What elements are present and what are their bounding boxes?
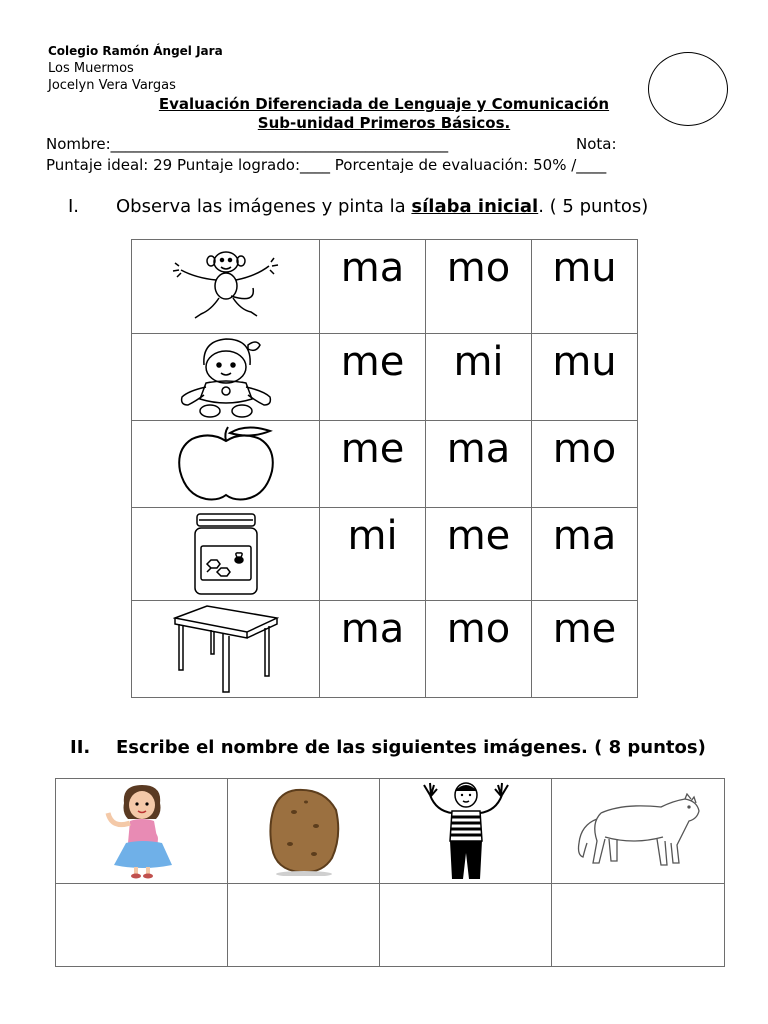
image-cell (552, 779, 725, 884)
table-row (132, 601, 638, 698)
puma-icon (573, 793, 703, 869)
syllable-cell[interactable]: mo (426, 601, 532, 698)
page-subtitle: Sub-unidad Primeros Básicos. (257, 114, 511, 132)
syllable-cell[interactable]: me (320, 421, 426, 508)
syllable-cell[interactable]: ma (531, 508, 637, 601)
syllable-cell[interactable]: me (531, 601, 637, 698)
syllable-cell[interactable]: ma (426, 421, 532, 508)
answer-cell[interactable] (380, 884, 552, 967)
syllable-cell[interactable]: mi (320, 508, 426, 601)
syllable-cell[interactable]: mo (531, 421, 637, 508)
section-1-points: . ( 5 puntos) (538, 196, 649, 217)
table-row (132, 240, 638, 334)
mime-icon (420, 781, 512, 881)
table-row (56, 884, 725, 967)
image-cell (228, 779, 380, 884)
image-cell (132, 508, 320, 601)
syllable-cell[interactable]: mu (531, 334, 637, 421)
school-name: Colegio Ramón Ángel Jara (48, 44, 223, 58)
section-1-emphasis: sílaba inicial (411, 196, 539, 217)
section-1-text: Observa las imágenes y pinta la (116, 196, 412, 217)
answer-cell[interactable] (56, 884, 228, 967)
table-icon (173, 604, 279, 694)
town-name: Los Muermos (48, 61, 134, 76)
score-line: Puntaje ideal: 29 Puntaje logrado:____ Porcentaje de evaluación: 50% /____ (46, 156, 607, 174)
image-cell (132, 421, 320, 508)
page-title: Evaluación Diferenciada de Lenguaje y Comunicación (158, 95, 610, 113)
doll-icon (174, 335, 278, 419)
pregnant-mom-icon (102, 783, 182, 879)
table-row (132, 421, 638, 508)
image-cell (56, 779, 228, 884)
answer-cell[interactable] (228, 884, 380, 967)
section-1-instruction (68, 196, 648, 217)
section-1-number: I. (68, 196, 80, 217)
table-row (132, 334, 638, 421)
syllable-cell[interactable]: mi (426, 334, 532, 421)
table-row (132, 508, 638, 601)
syllable-cell[interactable]: ma (320, 240, 426, 334)
potato-icon (266, 786, 342, 876)
image-cell (132, 240, 320, 334)
name-field-label: Nombre:_____________________________________________ (46, 135, 449, 153)
teacher-name: Jocelyn Vera Vargas (48, 78, 176, 93)
section-2-instruction (70, 737, 706, 758)
syllable-cell[interactable]: me (426, 508, 532, 601)
syllable-cell[interactable]: mu (531, 240, 637, 334)
image-cell (380, 779, 552, 884)
write-names-table (55, 778, 725, 967)
syllable-cell[interactable]: me (320, 334, 426, 421)
section-2-number: II. (70, 737, 91, 758)
apple-icon (174, 425, 278, 503)
grade-label: Nota: (576, 135, 617, 153)
image-cell (132, 334, 320, 421)
image-cell (132, 601, 320, 698)
monkey-icon (171, 248, 281, 326)
syllable-table (131, 239, 638, 698)
table-row (56, 779, 725, 884)
syllable-cell[interactable]: mo (426, 240, 532, 334)
honey-jar-icon (191, 512, 261, 596)
syllable-cell[interactable]: ma (320, 601, 426, 698)
answer-cell[interactable] (552, 884, 725, 967)
section-2-text: Escribe el nombre de las siguientes imágenes. ( 8 puntos) (116, 737, 706, 758)
